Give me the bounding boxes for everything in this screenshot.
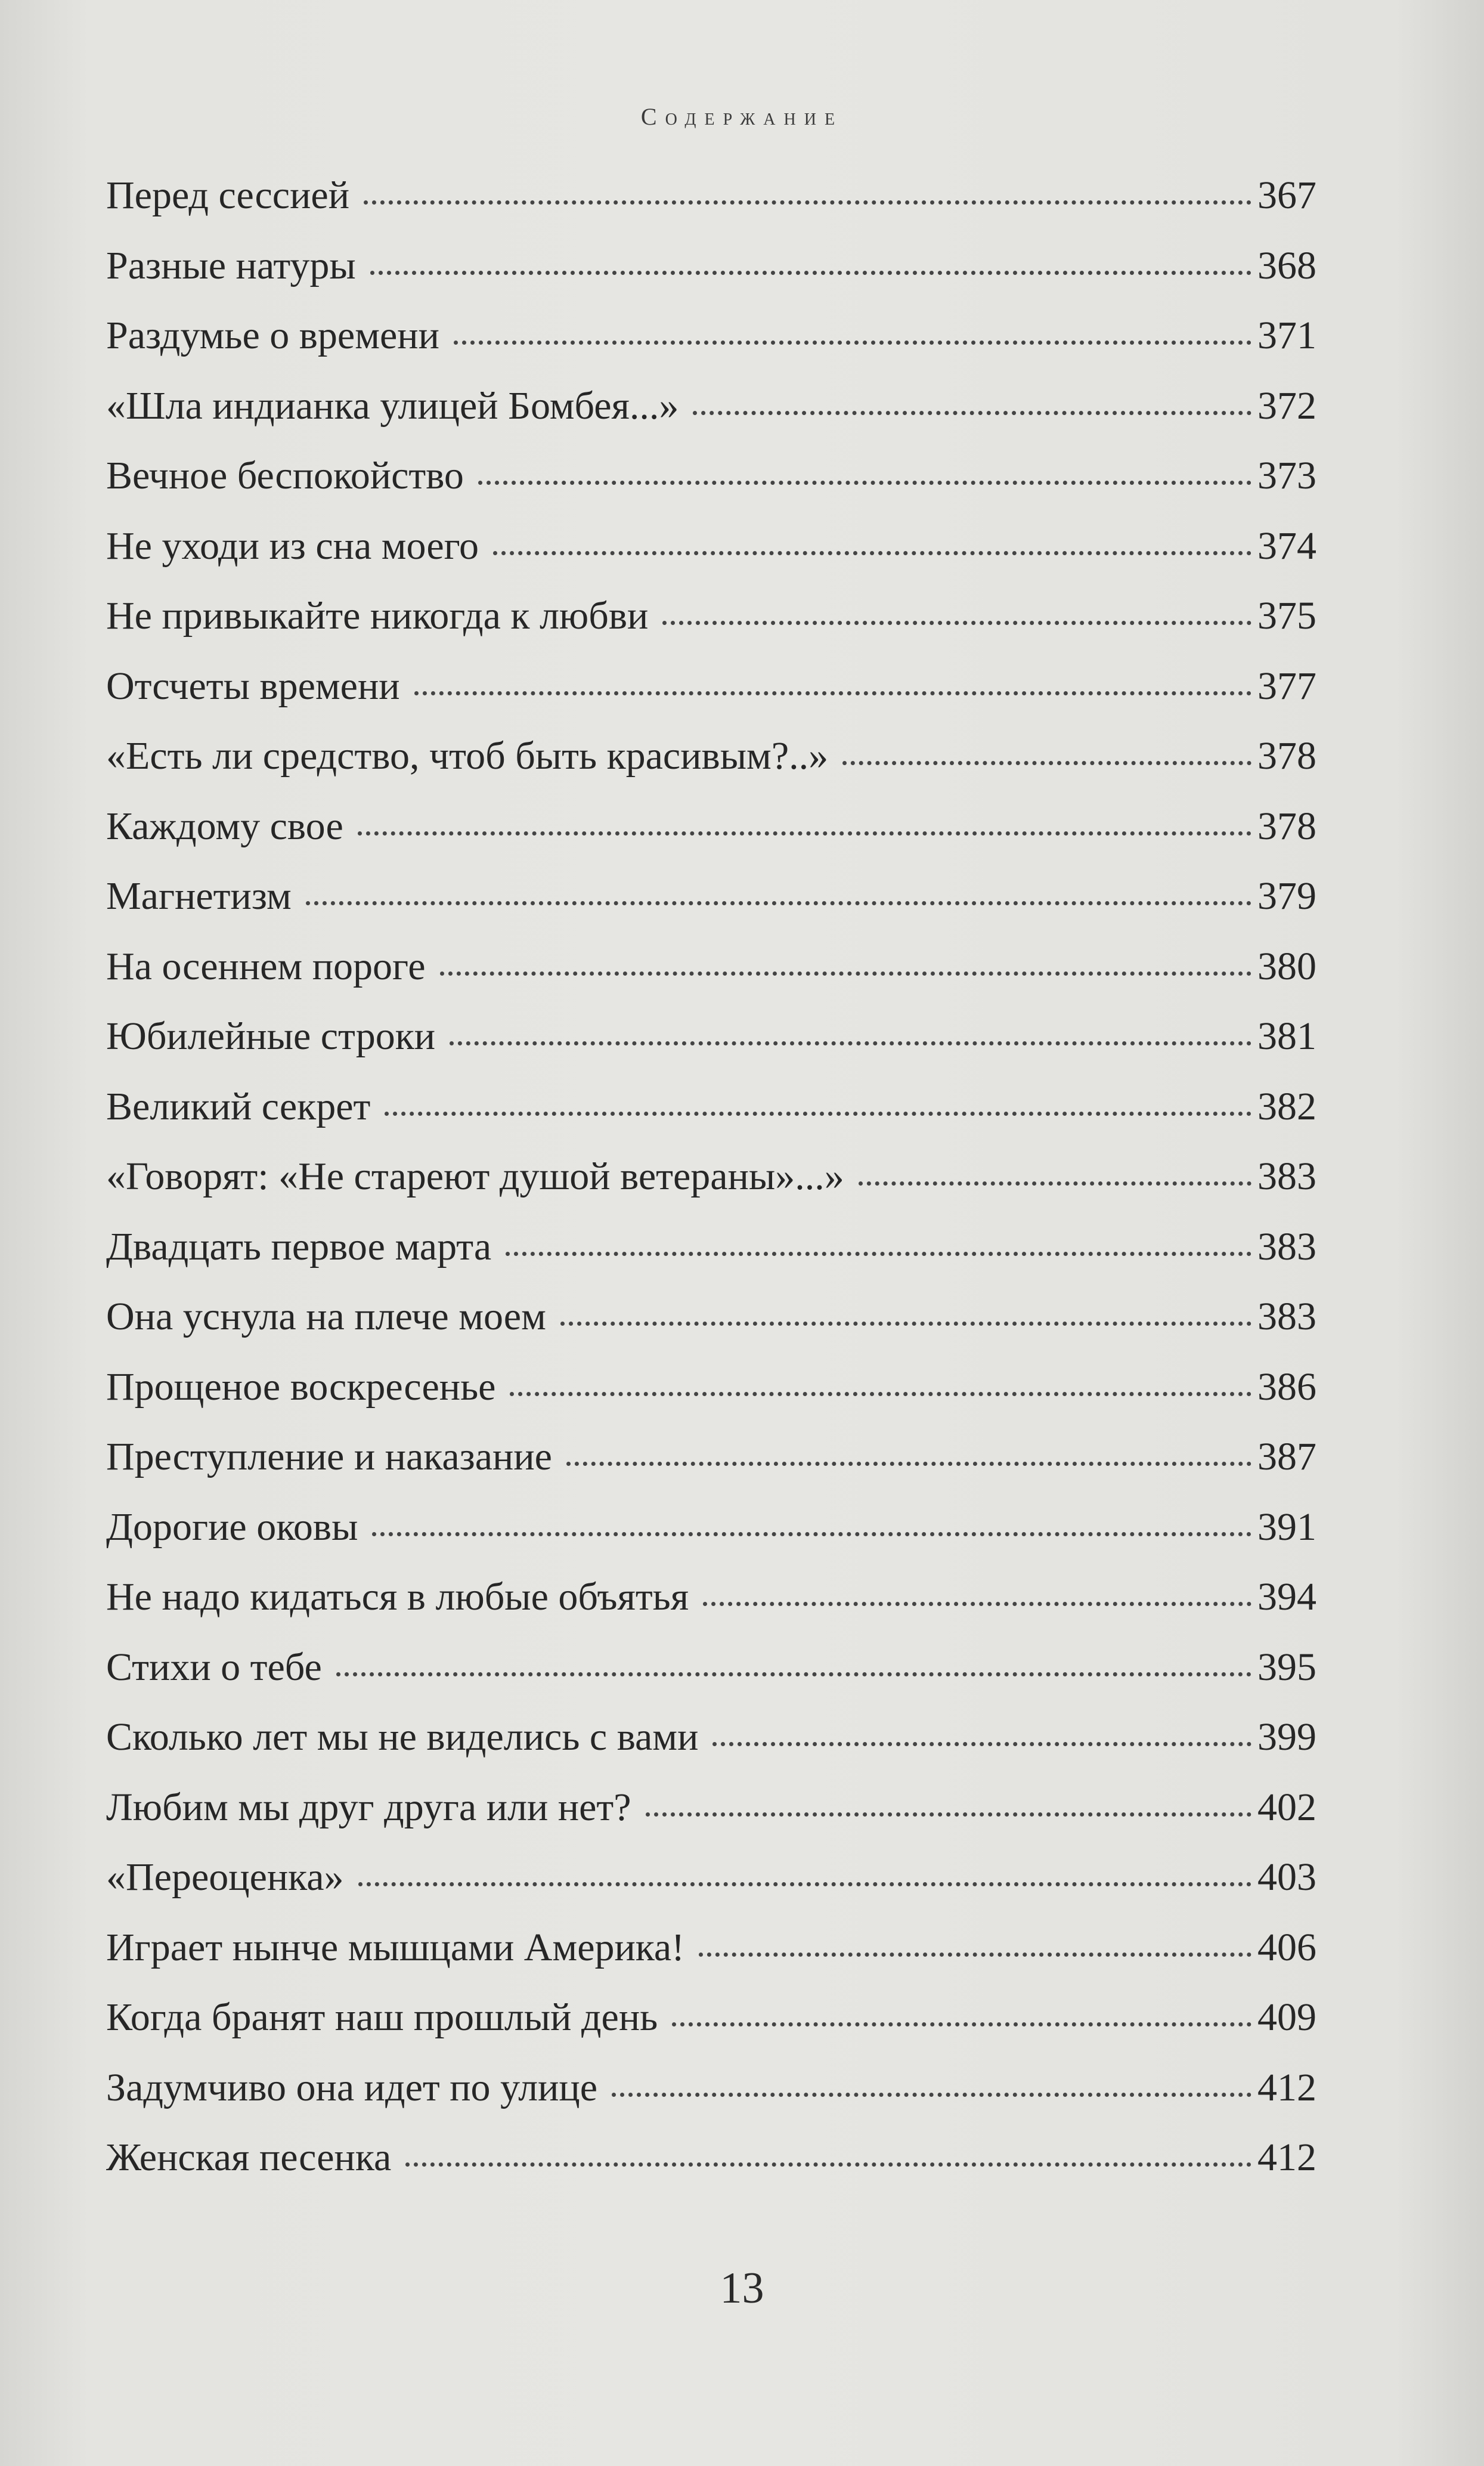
toc-entry-title: Задумчиво она идет по улице — [106, 2065, 598, 2109]
toc-entry — [106, 1014, 1316, 1084]
toc-entry-title: Великий секрет — [106, 1084, 371, 1128]
toc-entry-page: 386 — [1257, 1365, 1316, 1409]
toc-entry-title: Перед сессией — [106, 174, 350, 217]
toc-entry — [106, 593, 1316, 664]
dot-leader — [646, 1812, 1251, 1817]
dot-leader — [493, 551, 1251, 555]
toc-entry-page: 383 — [1257, 1295, 1316, 1338]
dot-leader — [405, 2162, 1251, 2167]
toc-entry-page: 383 — [1257, 1224, 1316, 1268]
dot-leader — [358, 1882, 1251, 1886]
running-head: Содержание — [640, 103, 844, 130]
toc-entry-title: Магнетизм — [106, 874, 292, 918]
toc-entry — [106, 1855, 1316, 1925]
toc-entry-title: «Шла индианка улицей Бомбея...» — [106, 383, 679, 428]
toc-entry-title: Раздумье о времени — [106, 314, 439, 357]
dot-leader — [693, 411, 1251, 415]
dot-leader — [385, 1112, 1251, 1116]
toc-entry-page: 402 — [1257, 1785, 1316, 1829]
toc-entry-page: 387 — [1257, 1435, 1316, 1478]
dot-leader — [712, 1742, 1251, 1746]
dot-leader — [566, 1462, 1251, 1466]
dot-leader — [440, 971, 1251, 976]
toc-entry — [106, 2065, 1316, 2136]
toc-entry-page: 409 — [1257, 1995, 1316, 2039]
toc-entry — [106, 1785, 1316, 1855]
dot-leader — [414, 691, 1251, 695]
toc-entry-page: 367 — [1257, 174, 1316, 217]
toc-entry-page: 412 — [1257, 2065, 1316, 2109]
dot-leader — [703, 1602, 1251, 1606]
toc-entry-title: Двадцать первое марта — [106, 1224, 492, 1268]
toc-entry — [106, 1224, 1316, 1295]
toc-entry-title: Прощеное воскресенье — [106, 1365, 496, 1409]
dot-leader — [859, 1181, 1251, 1186]
toc-entry — [106, 734, 1316, 804]
dot-leader — [336, 1672, 1251, 1676]
dot-leader — [372, 1532, 1251, 1536]
toc-entry — [106, 1645, 1316, 1715]
toc-entry-page: 395 — [1257, 1645, 1316, 1689]
toc-entry-title: На осеннем пороге — [106, 944, 426, 988]
toc-entry-title: Сколько лет мы не виделись с вами — [106, 1715, 699, 1759]
toc-entry — [106, 1925, 1316, 1995]
toc-entry-page: 378 — [1257, 734, 1316, 778]
dot-leader — [510, 1392, 1251, 1396]
dot-leader — [560, 1322, 1251, 1326]
toc-entry — [106, 453, 1316, 524]
toc-entry — [106, 2135, 1316, 2205]
toc-entry-title: Не надо кидаться в любые объятья — [106, 1575, 689, 1619]
toc-entry — [106, 1294, 1316, 1365]
toc-entry-title: Не привыкайте никогда к любви — [106, 594, 649, 638]
toc-entry — [106, 1154, 1316, 1224]
toc-entry-title: Любим мы друг друга или нет? — [106, 1785, 631, 1829]
toc-entry-page: 412 — [1257, 2136, 1316, 2179]
toc-entry — [106, 804, 1316, 874]
toc-entry-page: 377 — [1257, 664, 1316, 708]
toc-entry-title: Стихи о тебе — [106, 1645, 322, 1689]
toc-entry-title: Отсчеты времени — [106, 664, 400, 708]
toc-entry-title: Разные натуры — [106, 243, 356, 287]
toc-entry-title: Каждому свое — [106, 804, 343, 848]
toc-entry — [106, 243, 1316, 314]
toc-entry-page: 375 — [1257, 594, 1316, 638]
toc-entry — [106, 524, 1316, 594]
toc-entry — [106, 1995, 1316, 2065]
toc-entry — [106, 1084, 1316, 1155]
toc-entry-title: «Есть ли средство, чтоб быть красивым?..» — [106, 734, 829, 778]
toc-entry-title: Играет нынче мышцами Америка! — [106, 1925, 685, 1969]
dot-leader — [612, 2093, 1251, 2097]
dot-leader — [662, 621, 1251, 625]
toc-entry-title: Она уснула на плече моем — [106, 1295, 546, 1338]
dot-leader — [364, 200, 1251, 205]
dot-leader — [306, 901, 1251, 905]
toc-entry — [106, 664, 1316, 734]
toc-entry-page: 379 — [1257, 874, 1316, 918]
toc-entry — [106, 1365, 1316, 1435]
toc-entry-page: 406 — [1257, 1925, 1316, 1969]
toc-entry-page: 373 — [1257, 454, 1316, 497]
toc-entry-title: Вечное беспокойство — [106, 454, 464, 497]
dot-leader — [842, 761, 1251, 765]
toc-entry-page: 399 — [1257, 1715, 1316, 1759]
toc-entry-page: 381 — [1257, 1014, 1316, 1058]
page-number: 13 — [720, 2264, 764, 2313]
toc-entry-title: Женская песенка — [106, 2136, 392, 2179]
dot-leader — [506, 1252, 1251, 1256]
toc-entry-title: «Переоценка» — [106, 1855, 344, 1899]
toc-entry-page: 372 — [1257, 383, 1316, 428]
toc-entry — [106, 1574, 1316, 1645]
dot-leader — [699, 1953, 1251, 1957]
toc-entry-title: Преступление и наказание — [106, 1435, 552, 1478]
toc-entry — [106, 313, 1316, 383]
toc-entry-page: 391 — [1257, 1505, 1316, 1549]
toc-entry — [106, 173, 1316, 243]
toc-entry-title: Дорогие оковы — [106, 1505, 358, 1549]
toc-entry — [106, 1505, 1316, 1575]
dot-leader — [454, 341, 1251, 345]
toc-entry-page: 383 — [1257, 1155, 1316, 1198]
toc-entry-page: 380 — [1257, 944, 1316, 988]
toc-entry-page: 382 — [1257, 1084, 1316, 1128]
dot-leader — [478, 481, 1251, 485]
toc-entry-page: 394 — [1257, 1575, 1316, 1619]
toc-entry — [106, 874, 1316, 944]
toc-entry-page: 403 — [1257, 1855, 1316, 1899]
toc-entry-page: 368 — [1257, 243, 1316, 287]
toc-entry — [106, 1434, 1316, 1505]
toc-entry-title: «Говорят: «Не стареют душой ветераны»...» — [106, 1155, 844, 1198]
dot-leader — [358, 831, 1251, 836]
toc-entry-title: Когда бранят наш прошлый день — [106, 1995, 658, 2039]
dot-leader — [672, 2022, 1251, 2026]
toc-entry — [106, 944, 1316, 1014]
dot-leader — [450, 1041, 1251, 1045]
toc-entry — [106, 383, 1316, 454]
toc-entry-page: 371 — [1257, 314, 1316, 357]
table-of-contents — [106, 173, 1316, 2205]
toc-entry-title: Не уходи из сна моего — [106, 524, 479, 568]
toc-entry-page: 374 — [1257, 524, 1316, 568]
toc-entry — [106, 1715, 1316, 1785]
dot-leader — [370, 271, 1251, 275]
toc-entry-page: 378 — [1257, 804, 1316, 848]
toc-entry-title: Юбилейные строки — [106, 1014, 436, 1058]
